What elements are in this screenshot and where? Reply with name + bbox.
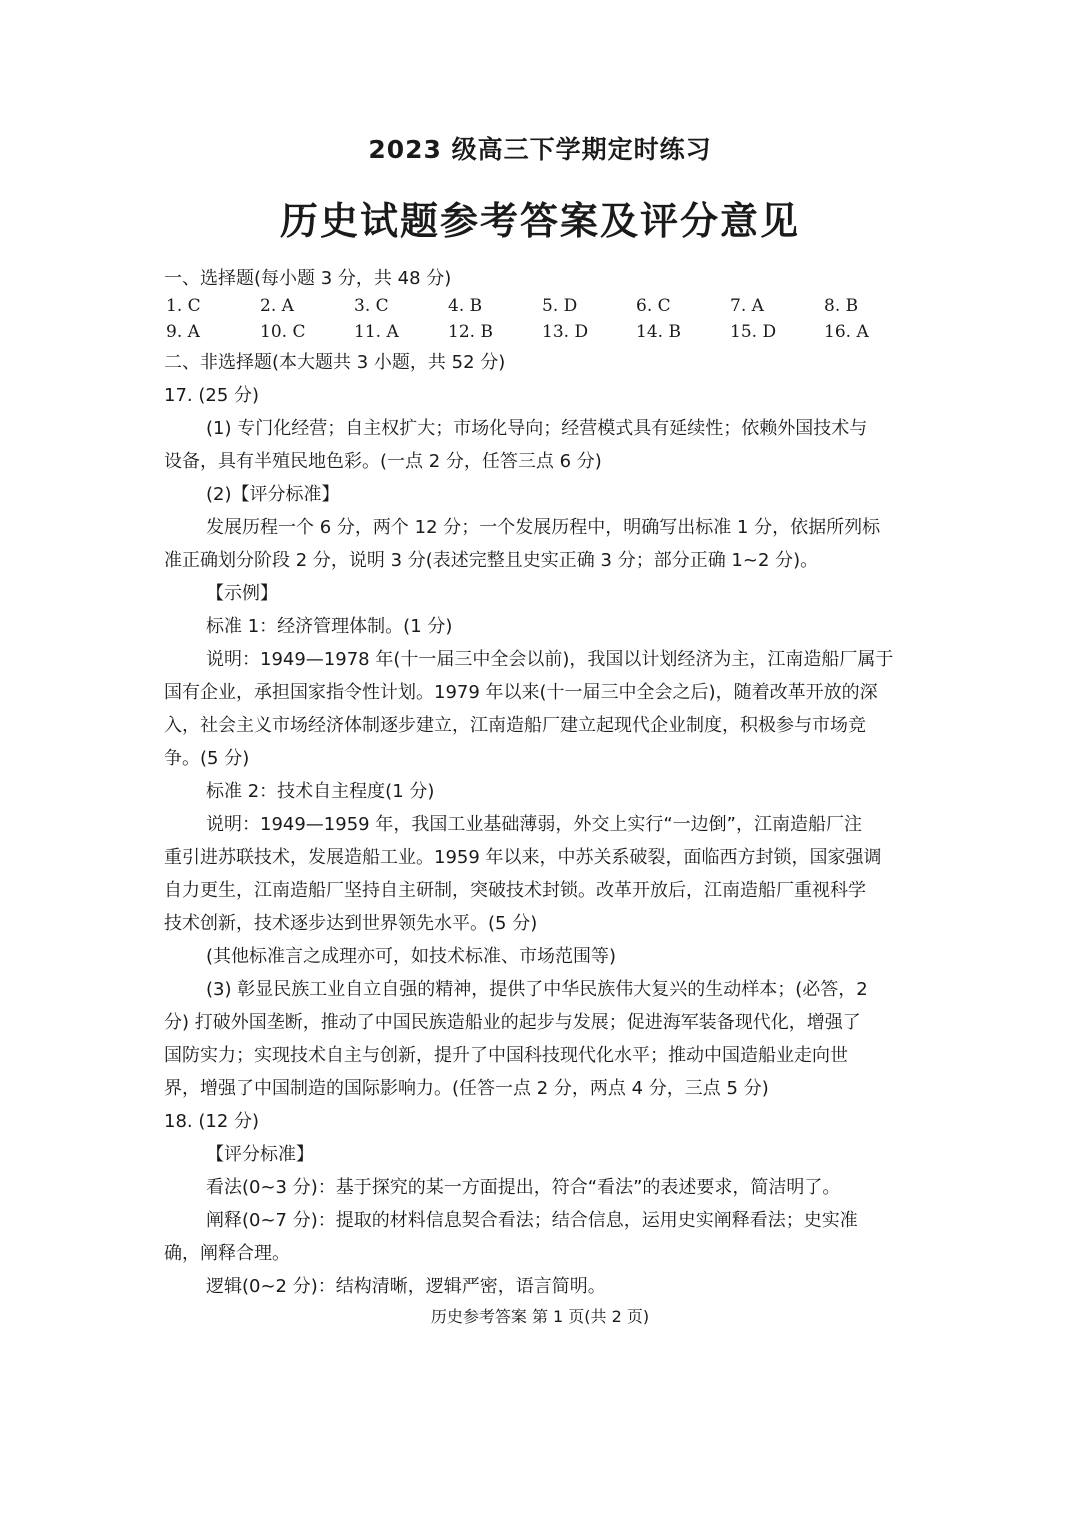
q18-explain-criterion: 确，阐释合理。 <box>164 1243 290 1264</box>
q17-part2-heading: (2)【评分标准】 <box>206 484 340 505</box>
q18-view-criterion: 看法(0~3 分)：基于探究的某一方面提出，符合“看法”的表述要求，简洁明了。 <box>206 1177 841 1198</box>
q17-part1-line: (1) 专门化经营；自主权扩大；市场化导向；经营模式具有延续性；依赖外国技术与 <box>206 418 868 439</box>
standard-2-line: 自力更生，江南造船厂坚持自主研制，突破技术封锁。改革开放后，江南造船厂重视科学 <box>164 880 866 901</box>
q17-part3-line: (3) 彰显民族工业自立自强的精神，提供了中华民族伟大复兴的生动样本；(必答，2 <box>206 979 868 1000</box>
q17-part1-line: 设备，具有半殖民地色彩。(一点 2 分，任答三点 6 分) <box>164 451 602 472</box>
standard-1-line: 入，社会主义市场经济体制逐步建立，江南造船厂建立起现代企业制度，积极参与市场竞 <box>164 715 866 736</box>
answer-item: 6. C <box>636 296 671 316</box>
section2-heading: 二、非选择题(本大题共 3 小题，共 52 分) <box>164 352 506 373</box>
answer-item: 13. D <box>542 322 589 342</box>
standard-2-line: 重引进苏联技术，发展造船工业。1959 年以来，中苏关系破裂，面临西方封锁，国家强调 <box>164 847 882 868</box>
standard-2-title: 标准 2：技术自主程度(1 分) <box>206 781 435 802</box>
answer-item: 1. C <box>166 296 201 316</box>
question-18-label: 18. (12 分) <box>164 1111 260 1132</box>
section1-heading: 一、选择题(每小题 3 分，共 48 分) <box>164 268 452 289</box>
q17-part2-line: 准正确划分阶段 2 分，说明 3 分(表述完整且史实正确 3 分；部分正确 1~2 分)。 <box>164 550 819 571</box>
q17-part3-line: 界，增强了中国制造的国际影响力。(任答一点 2 分，两点 4 分，三点 5 分) <box>164 1078 769 1099</box>
answer-item: 3. C <box>354 296 389 316</box>
answer-item: 2. A <box>260 296 294 316</box>
answer-item: 4. B <box>448 296 483 316</box>
q18-logic-criterion: 逻辑(0~2 分)：结构清晰，逻辑严密，语言简明。 <box>206 1276 606 1297</box>
standard-2-line: 技术创新，技术逐步达到世界领先水平。(5 分) <box>164 913 538 934</box>
q18-scoring-heading: 【评分标准】 <box>206 1144 314 1165</box>
answer-item: 9. A <box>166 322 200 342</box>
standard-1-line: 说明：1949—1978 年(十一届三中全会以前)，我国以计划经济为主，江南造船厂属于 <box>206 649 894 670</box>
answer-item: 14. B <box>636 322 681 342</box>
answer-item: 5. D <box>542 296 578 316</box>
other-standards-note: (其他标准言之成理亦可，如技术标准、市场范围等) <box>206 946 617 967</box>
document-title: 历史试题参考答案及评分意见 <box>279 199 800 243</box>
q18-explain-criterion: 阐释(0~7 分)：提取的材料信息契合看法；结合信息，运用史实阐释看法；史实准 <box>206 1210 858 1231</box>
answer-item: 11. A <box>354 322 399 342</box>
answer-item: 15. D <box>730 322 777 342</box>
standard-1-line: 争。(5 分) <box>164 748 250 769</box>
answer-item: 10. C <box>260 322 306 342</box>
q17-part3-line: 分) 打破外国垄断，推动了中国民族造船业的起步与发展；促进海军装备现代化，增强了 <box>164 1012 861 1033</box>
standard-1-title: 标准 1：经济管理体制。(1 分) <box>206 616 453 637</box>
q17-part3-line: 国防实力；实现技术自主与创新，提升了中国科技现代化水平；推动中国造船业走向世 <box>164 1045 848 1066</box>
question-17-label: 17. (25 分) <box>164 385 260 406</box>
page-footer: 历史参考答案 第 1 页(共 2 页) <box>430 1307 650 1326</box>
answer-item: 16. A <box>824 322 869 342</box>
answer-item: 12. B <box>448 322 493 342</box>
exam-subtitle: 2023 级高三下学期定时练习 <box>368 135 712 164</box>
answer-item: 7. A <box>730 296 764 316</box>
standard-2-line: 说明：1949—1959 年，我国工业基础薄弱，外交上实行“一边倒”，江南造船厂注 <box>206 814 862 835</box>
q17-part2-line: 发展历程一个 6 分，两个 12 分；一个发展历程中，明确写出标准 1 分，依据所列标 <box>206 517 881 538</box>
example-heading: 【示例】 <box>206 583 278 604</box>
standard-1-line: 国有企业，承担国家指令性计划。1979 年以来(十一届三中全会之后)，随着改革开放的深 <box>164 682 878 703</box>
answer-item: 8. B <box>824 296 859 316</box>
